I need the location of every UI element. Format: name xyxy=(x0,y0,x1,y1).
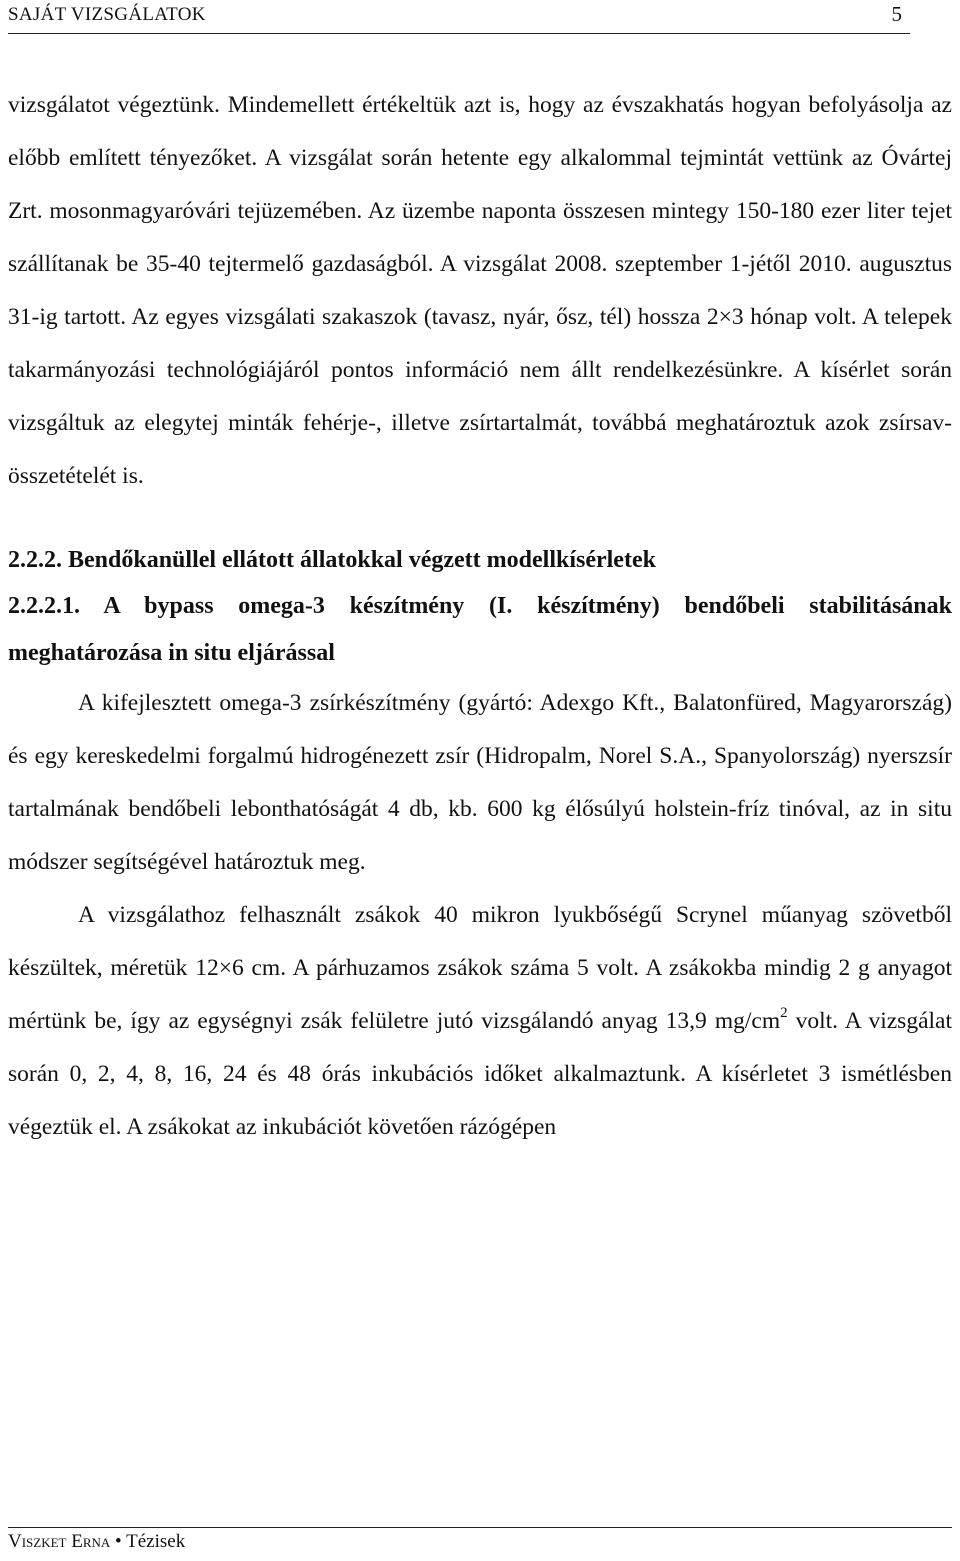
footer-separator: • xyxy=(115,1531,122,1552)
paragraph-3-text-b: volt. A vizsgálat során 0, 2, 4, 8, 16, 24 és 48 órás inkubációs időket alkalmaztunk. A kísérletet 3 ismétlésben végeztük el. A zsákokat az inkubációt követően rázógépen xyxy=(8,1008,953,1140)
page-number: 5 xyxy=(891,2,902,26)
body-paragraph-1: vizsgálatot végeztünk. Mindemellett értékeltük azt is, hogy az évszakhatás hogyan befolyásolja az előbb említett tényezőket. A vizsgálat során hetente egy alkalommal tejmintát vettünk az Óvártej Zrt. mosonmagyaróvári tejüzemében. Az üzembe naponta összesen mintegy 150-180 ezer liter tejet szállítanak be 35-40 tejtermelő gazdaságból. A vizsgálat 2008. szeptember 1-jétől 2010. augusztus 31-ig tartott. Az egyes vizsgálati szakaszok (tavasz, nyár, ősz, tél) hossza 2×3 hónap volt. A telepek takarmányozási technológiájáról pontos információ nem állt rendelkezésünkre. A kísérlet során vizsgáltuk az elegytej minták fehérje-, illetve zsírtartalmát, továbbá meghatároztuk azok zsírsav-összetételét is. xyxy=(8,92,952,489)
running-footer xyxy=(8,1527,952,1554)
paragraph-3-text-a: A vizsgálathoz felhasznált zsákok 40 mikron lyukbőségű Scrynel műanyag szövetből készültek, méretük 12×6 cm. A párhuzamos zsákok száma 5 volt. A zsákokba mindig 2 g anyagot mértünk be, így az egységnyi zsák felületre jutó vizsgálandó anyag 13,9 mg/cm xyxy=(8,902,952,1034)
superscript-exponent: 2 xyxy=(780,1005,788,1021)
page-body xyxy=(8,79,952,1154)
subsection-heading: 2.2.2.1. A bypass omega-3 készítmény (I. készítmény) bendőbeli stabilitásának meghatározása in situ eljárással xyxy=(8,593,952,666)
footer-label: Tézisek xyxy=(126,1531,186,1552)
body-paragraph-2: A kifejlesztett omega-3 zsírkészítmény (gyártó: Adexgo Kft., Balatonfüred, Magyarország) és egy kereskedelmi forgalmú hidrogénezett zsír (Hidropalm, Norel S.A., Spanyolország) nyerszsír tartalmának bendőbeli lebonthatóságát 4 db, kb. 600 kg élősúlyú holstein-fríz tinóval, az in situ módszer segítségével határoztuk meg. xyxy=(8,690,952,875)
section-spacer xyxy=(8,503,952,537)
footer-author: Viszket Erna xyxy=(8,1531,111,1552)
running-header xyxy=(8,0,910,34)
section-heading: 2.2.2. Bendőkanüllel ellátott állatokkal végzett modellkísérletek xyxy=(8,547,656,573)
body-paragraph-3 xyxy=(8,889,952,1154)
header-title: SAJÁT VIZSGÁLATOK xyxy=(8,4,206,25)
